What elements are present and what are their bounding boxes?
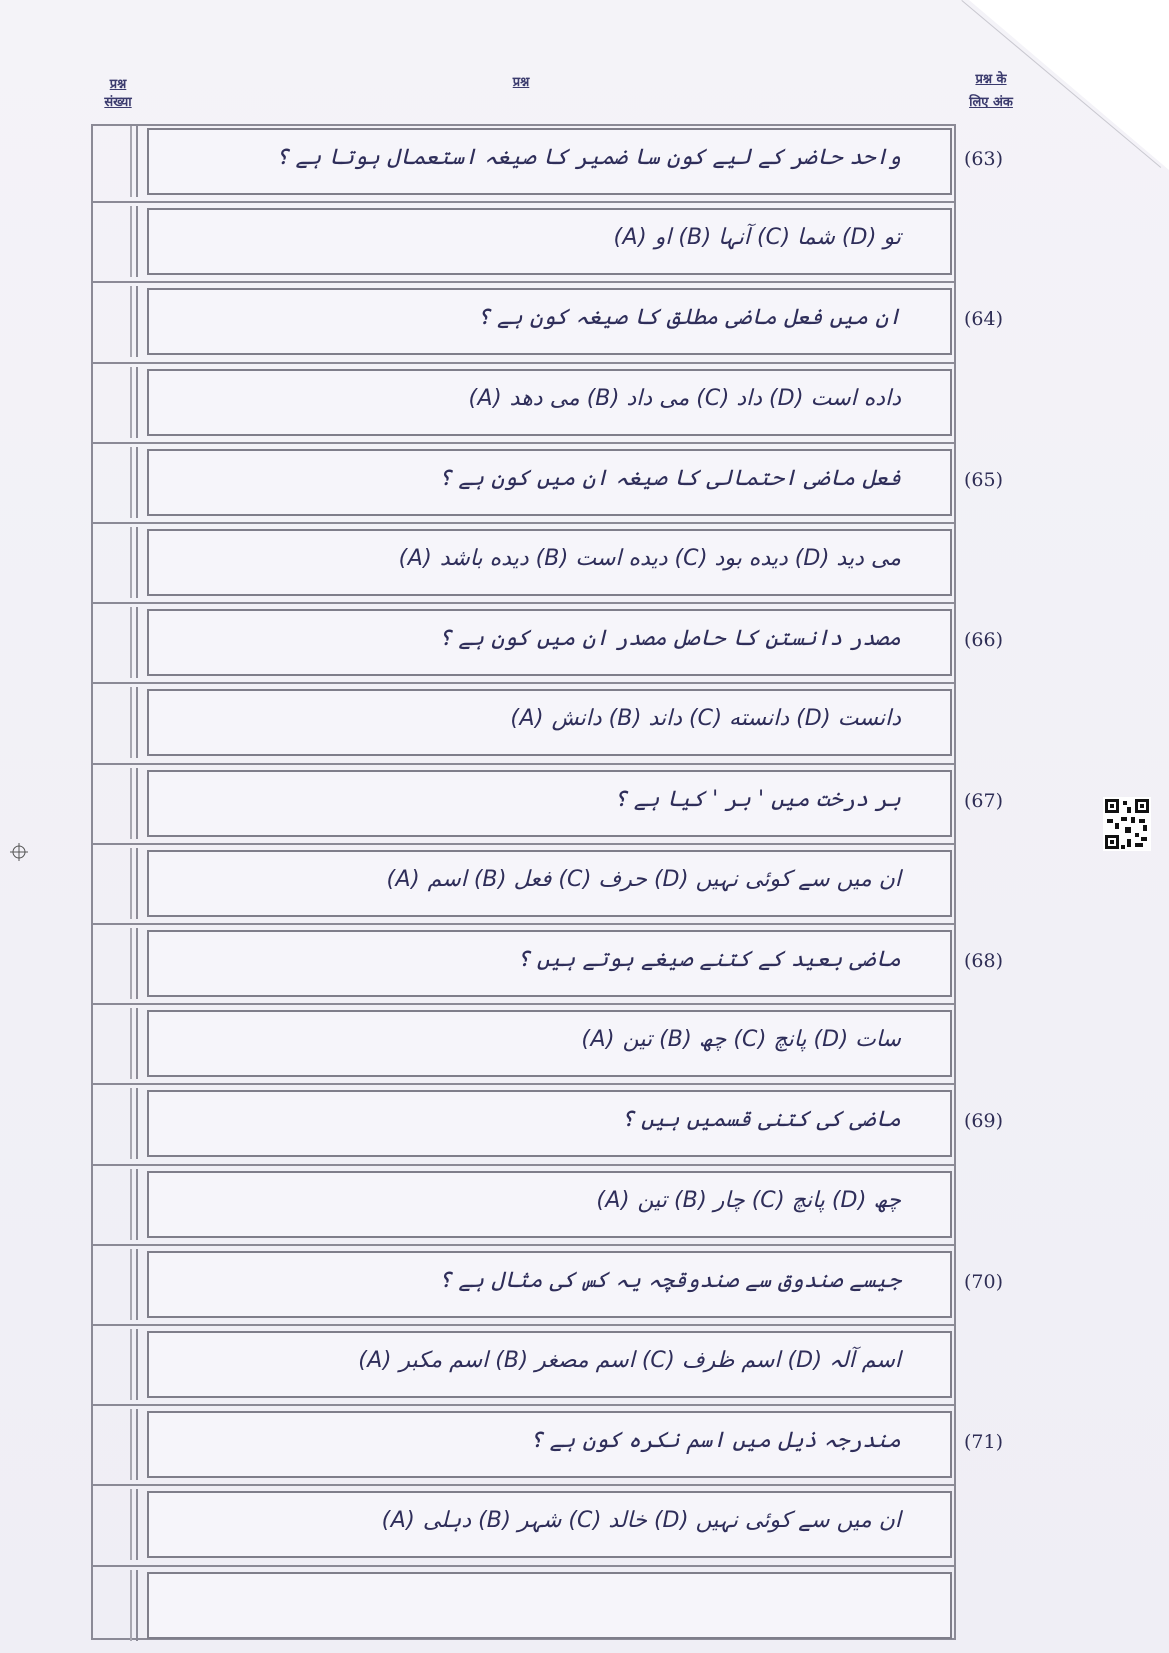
question-number-label: (66) bbox=[964, 629, 1004, 651]
answer-options-text: (A) دہلی (B) شہر (C) خالد (D) ان میں سے کوئی نہیں bbox=[381, 1508, 901, 1533]
question-text: مندرجہ ذیل میں اسم نکرہ کون ہے ؟ bbox=[529, 1428, 901, 1453]
question-number-cell bbox=[93, 206, 138, 277]
row-divider bbox=[93, 602, 955, 604]
question-number-cell bbox=[93, 1249, 138, 1320]
row-divider bbox=[93, 442, 955, 444]
question-number-cell bbox=[93, 1489, 138, 1560]
question-number-cell bbox=[93, 286, 138, 357]
row-divider bbox=[93, 1083, 955, 1085]
answer-options-text: (A) تین (B) چار (C) پانچ (D) چھ bbox=[596, 1188, 901, 1213]
question-number-cell bbox=[93, 367, 138, 438]
question-number-cell bbox=[93, 1169, 138, 1240]
row-divider bbox=[93, 1244, 955, 1246]
question-number-label: (67) bbox=[964, 790, 1004, 812]
qr-code-icon bbox=[1103, 797, 1151, 851]
answer-options-text: (A) تین (B) چھ (C) پانچ (D) سات bbox=[581, 1027, 901, 1052]
question-number-label: (71) bbox=[964, 1431, 1004, 1453]
question-number-cell bbox=[93, 768, 138, 839]
question-text: ماضی بعید کے کتنے صیغے ہوتے ہیں ؟ bbox=[516, 947, 901, 972]
question-number-cell bbox=[93, 1329, 138, 1400]
question-number-cell bbox=[93, 447, 138, 518]
header-marks bbox=[958, 68, 1024, 114]
header-marks-line1: प्रश्न के bbox=[975, 72, 1007, 87]
row-divider bbox=[93, 923, 955, 925]
table-row bbox=[93, 1570, 955, 1641]
question-text: ان میں فعل ماضی مطلق کا صیغہ کون ہے ؟ bbox=[477, 305, 901, 330]
answer-options-text: (A) می دهد (B) می داد (C) داد (D) داده است bbox=[468, 386, 901, 411]
question-text: مصدر دانستن کا حاصل مصدر ان میں کون ہے ؟ bbox=[438, 626, 901, 651]
question-number-label: (65) bbox=[964, 469, 1004, 491]
answer-cell bbox=[147, 1572, 952, 1639]
question-number-cell bbox=[93, 1409, 138, 1480]
question-text: واحد حاضر کے لیے کون سا ضمیر کا صیغہ استعمال ہوتا ہے ؟ bbox=[275, 145, 901, 170]
row-divider bbox=[93, 1484, 955, 1486]
row-divider bbox=[93, 1164, 955, 1166]
question-number-cell bbox=[93, 607, 138, 678]
row-divider bbox=[93, 1324, 955, 1326]
row-divider bbox=[93, 201, 955, 203]
question-number-label: (69) bbox=[964, 1110, 1004, 1132]
row-divider bbox=[93, 763, 955, 765]
row-divider bbox=[93, 682, 955, 684]
row-divider bbox=[93, 362, 955, 364]
question-number-cell bbox=[93, 527, 138, 598]
question-text: بر درخت میں ' بر ' کیا ہے ؟ bbox=[613, 787, 901, 812]
question-number-label: (68) bbox=[964, 950, 1004, 972]
row-divider bbox=[93, 281, 955, 283]
question-text: جیسے صندوق سے صندوقچہ یہ کس کی مثال ہے ؟ bbox=[438, 1268, 901, 1293]
header-question: प्रश्न bbox=[512, 75, 530, 90]
answer-options-text: (A) او (B) آنہا (C) شما (D) تو bbox=[613, 225, 901, 250]
row-divider bbox=[93, 843, 955, 845]
question-number-cell bbox=[93, 848, 138, 919]
question-text: ماضی کی کتنی قسمیں ہیں ؟ bbox=[621, 1107, 901, 1132]
question-number-label: (64) bbox=[964, 308, 1004, 330]
answer-options-text: (A) دیده باشد (B) دیده است (C) دیده بود (D) می دید bbox=[398, 546, 901, 571]
row-divider bbox=[93, 1003, 955, 1005]
row-divider bbox=[93, 1404, 955, 1406]
question-number-label: (63) bbox=[964, 148, 1004, 170]
question-number-cell bbox=[93, 1088, 138, 1159]
answer-options-text: (A) اسم مکبر (B) اسم مصغر (C) اسم ظرف (D) اسم آلہ bbox=[358, 1348, 901, 1373]
header-question-number bbox=[96, 76, 140, 112]
header-question-number-line1: प्रश्न bbox=[109, 77, 127, 92]
question-number-cell bbox=[93, 126, 138, 197]
row-divider bbox=[93, 522, 955, 524]
answer-options-text: (A) اسم (B) فعل (C) حرف (D) ان میں سے کوئی نہیں bbox=[386, 867, 901, 892]
question-number-cell bbox=[93, 928, 138, 999]
row-divider bbox=[93, 1565, 955, 1567]
registration-mark-icon bbox=[10, 843, 28, 861]
header-marks-line2: लिए अंक bbox=[969, 95, 1013, 110]
question-number-cell bbox=[93, 687, 138, 758]
question-number-cell bbox=[93, 1570, 138, 1641]
answer-options-text: (A) دانش (B) داند (C) دانسته (D) دانست bbox=[510, 706, 901, 731]
question-number-cell bbox=[93, 1008, 138, 1079]
question-text: فعل ماضی احتمالی کا صیغہ ان میں کون ہے ؟ bbox=[438, 466, 901, 491]
question-number-label: (70) bbox=[964, 1271, 1004, 1293]
header-question-number-line2: संख्या bbox=[104, 95, 132, 110]
